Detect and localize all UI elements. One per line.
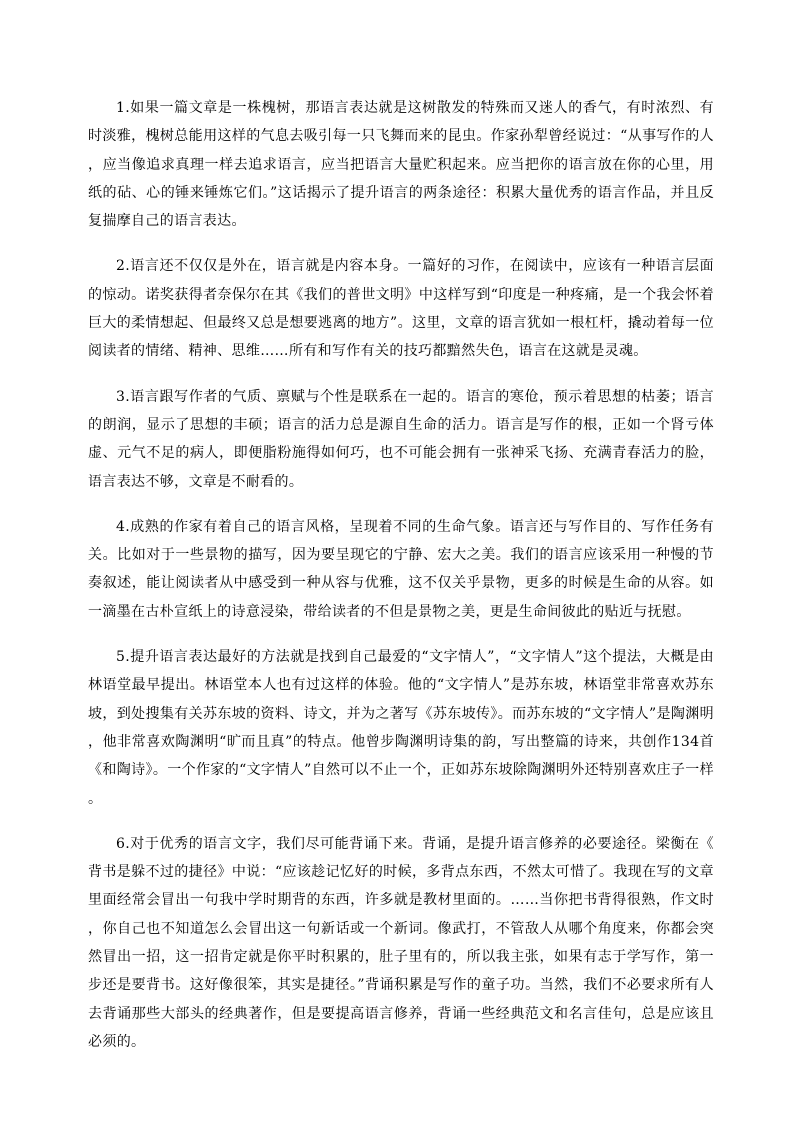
paragraph-5: 5.提升语言表达最好的方法就是找到自己最爱的“文字情人”，“文字情人”这个提法，大概是由林语堂最早提出。林语堂本人也有过这样的体验。他的“文字情人”是苏东坡，林语堂非常喜欢苏东坡，到处搜集有关苏东坡的资料、诗文，并为之著写《苏东坡传》。而苏东坡的“文字情人”是陶渊明，他非常喜欢陶渊明“旷而且真”的特点。他曾步陶渊明诗集的韵，写出整篇的诗来，共创作134首《和陶诗》。一个作家的“文字情人”自然可以不止一个，正如苏东坡除陶渊明外还特别喜欢庄子一样。: [88, 649, 714, 807]
paragraph-4: 4.成熟的作家有着自己的语言风格，呈现着不同的生命气象。语言还与写作目的、写作任务有关。比如对于一些景物的描写，因为要呈现它的宁静、宏大之美。我们的语言应该采用一种慢的节奏叙述，能让阅读者从中感受到一种从容与优雅，这不仅关乎景物，更多的时候是生命的从容。如一滴墨在古朴宣纸上的诗意浸染，带给读者的不但是景物之美，更是生命间彼此的贴近与抚慰。: [88, 518, 714, 620]
document-body: [88, 94, 714, 1073]
paragraph-1: 1.如果一篇文章是一株槐树，那语言表达就是这树散发的特殊而又迷人的香气，有时浓烈、有时淡雅，槐树总能用这样的气息去吸引每一只飞舞而来的昆虫。作家孙犁曾经说过：“从事写作的人，应当像追求真理一样去追求语言，应当把语言大量贮积起来。应当把你的语言放在你的心里，用纸的砧、心的锤来锤炼它们。”这话揭示了提升语言的两条途径：积累大量优秀的语言作品，并且反复揣摩自己的语言表达。: [88, 100, 714, 230]
paragraph-6: 6.对于优秀的语言文字，我们尽可能背诵下来。背诵，是提升语言修养的必要途径。梁衡在《背书是躲不过的捷径》中说：“应该趁记忆好的时候，多背点东西，不然太可惜了。我现在写的文章里面经常会冒出一句我中学时期背的东西，许多就是教材里面的。……当你把书背得很熟，作文时，你自己也不知道怎么会冒出这一句新话或一个新词。像武打，不管敌人从哪个角度来，你都会突然冒出一招，这一招肯定就是你平时积累的，肚子里有的，所以我主张，如果有志于学写作，第一步还是要背书。这好像很笨，其实是捷径。”背诵积累是写作的童子功。当然，我们不必要求所有人去背诵那些大部头的经典著作，但是要提高语言修养，背诵一些经典范文和名言佳句，总是应该且必须的。: [88, 835, 714, 1050]
paragraph-3: 3.语言跟写作者的气质、禀赋与个性是联系在一起的。语言的寒伧，预示着思想的枯萎；语言的朗润，显示了思想的丰硕；语言的活力总是源自生命的活力。语言是写作的根，正如一个肾亏体虚、元气不足的病人，即便脂粉施得如何巧，也不可能会拥有一张神采飞扬、充满青春活力的脸，语言表达不够，文章是不耐看的。: [88, 388, 714, 490]
paragraph-2: 2.语言还不仅仅是外在，语言就是内容本身。一篇好的习作，在阅读中，应该有一种语言层面的惊动。诺奖获得者奈保尔在其《我们的普世文明》中这样写到“印度是一种疼痛，是一个我会怀着巨大的柔情想起、但最终又总是想要逃离的地方”。这里，文章的语言犹如一根杠杆，撬动着每一位阅读者的情绪、精神、思维……所有和写作有关的技巧都黯然失色，语言在这就是灵魂。: [88, 258, 714, 360]
